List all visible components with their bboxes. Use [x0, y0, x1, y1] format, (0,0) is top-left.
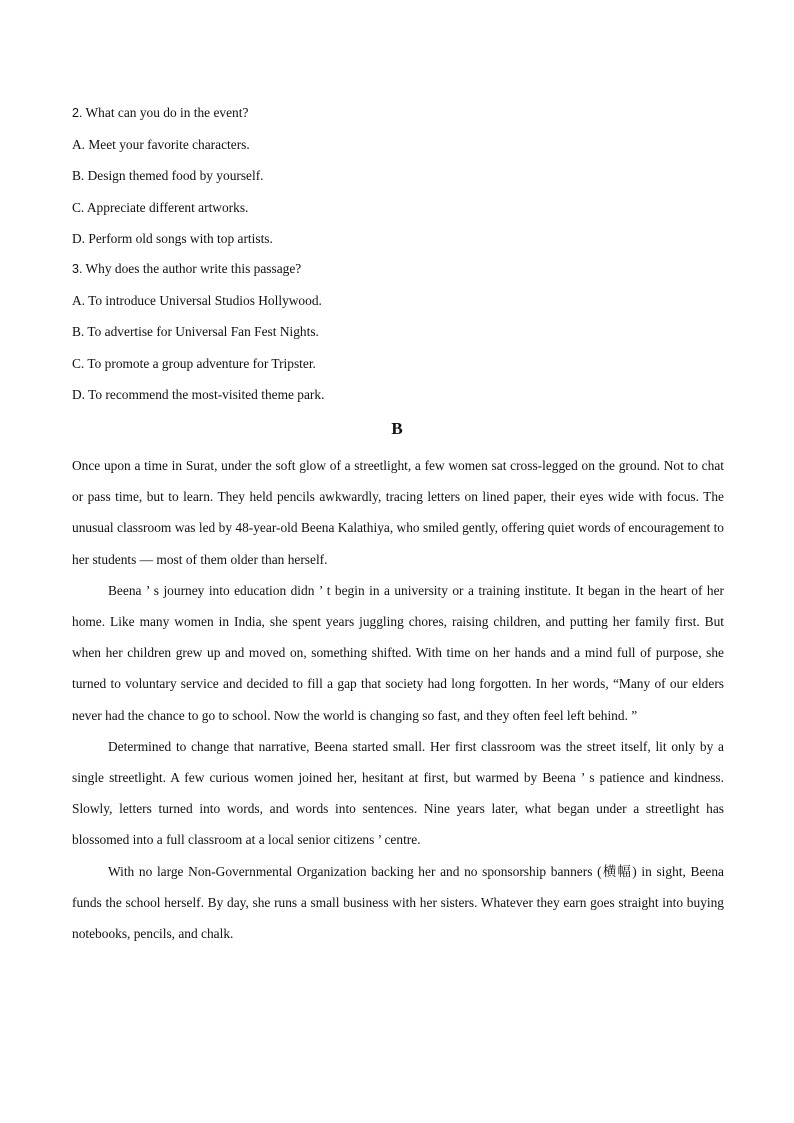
option-a: A. Meet your favorite characters.	[72, 137, 250, 153]
question-stem-text: What can you do in the event?	[82, 105, 249, 120]
passage-paragraph-3: Determined to change that narrative, Beena started small. Her first classroom was the street itself, lit only by a single streetlight. A few curious women joined her, hesitant at first, but warmed by Beena ’ s patience and kindness. Slowly, letters turned into words, and words into sentences. Nine years later, what began under a streetlight has blossomed into a full classroom at a local senior citizens ’ centre.	[72, 738, 724, 848]
option-b: B. To advertise for Universal Fan Fest Nights.	[72, 324, 319, 340]
reading-passage	[72, 450, 724, 949]
option-d: D. To recommend the most-visited theme park.	[72, 386, 325, 402]
question-3	[72, 253, 724, 410]
option-b: B. Design themed food by yourself.	[72, 168, 264, 184]
question-2	[72, 97, 724, 254]
section-title: B	[391, 419, 403, 438]
question-2-stem	[72, 97, 724, 129]
question-number: 2.	[72, 106, 83, 120]
passage-paragraph-1: Once upon a time in Surat, under the soft glow of a streetlight, a few women sat cross-legged on the ground. Not to chat or pass time, but to learn. They held pencils awkwardly, tracing letters on lined paper, their eyes wide with focus. The unusual classroom was led by 48-year-old Beena Kalathiya, who smiled gently, offering quiet words of encouragement to her students — most of them older than herself.	[72, 458, 724, 567]
passage-paragraph-2: Beena ’ s journey into education didn ’ t begin in a university or a training institute. It began in the heart of her home. Like many women in India, she spent years juggling chores, raising children, and putting her family first. But when her children grew up and moved on, something shifted. With time on her hands and a mind full of purpose, she turned to voluntary service and decided to fill a gap that society had long forgotten. In her words, “Many of our elders never had the chance to go to school. Now the world is changing so fast, and they often feel left behind. ”	[72, 582, 724, 723]
question-3-stem	[72, 253, 724, 285]
question-stem-text: Why does the author write this passage?	[82, 261, 302, 276]
option-c: C. Appreciate different artworks.	[72, 199, 249, 215]
option-a: A. To introduce Universal Studios Hollywood.	[72, 293, 322, 309]
option-d: D. Perform old songs with top artists.	[72, 230, 273, 246]
passage-paragraph-4: With no large Non-Governmental Organization backing her and no sponsorship banners (横幅) in sight, Beena funds the school herself. By day, she runs a small business with her sisters. Whatever they earn goes straight into buying notebooks, pencils, and chalk.	[72, 863, 724, 942]
question-number: 3.	[72, 262, 83, 276]
option-c: C. To promote a group adventure for Tripster.	[72, 355, 316, 371]
